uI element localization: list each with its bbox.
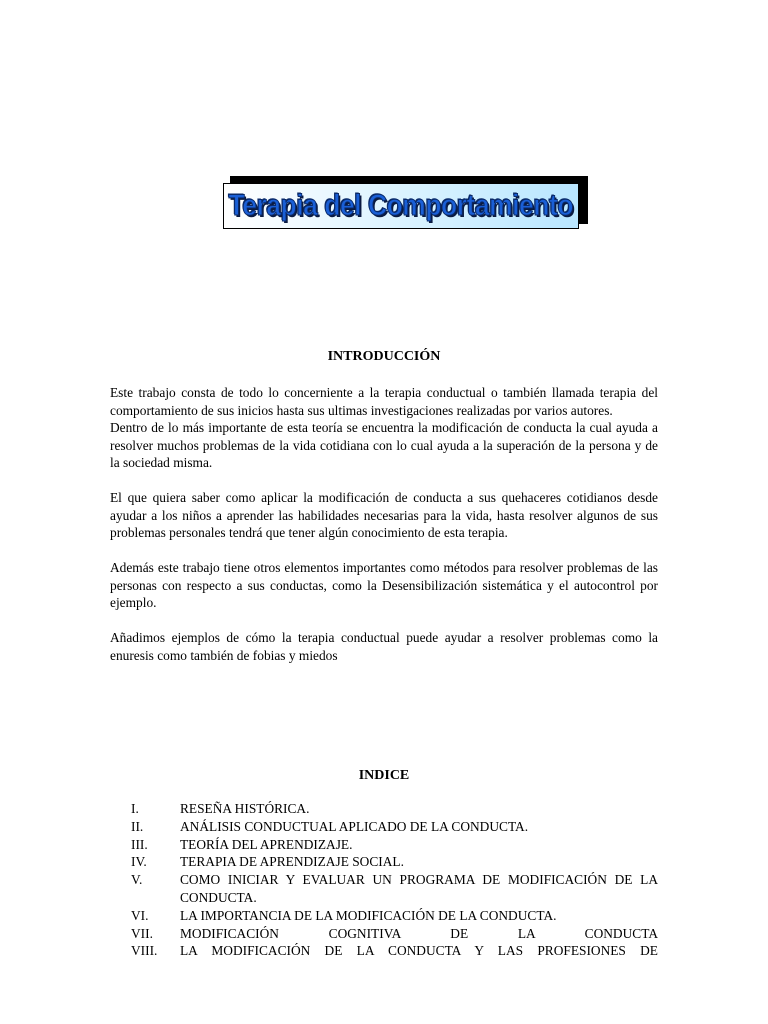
introduction-heading: INTRODUCCIÓN [327, 349, 441, 364]
index-text: MODIFICACIÓN COGNITIVA DE LA CONDUCTA [180, 925, 658, 941]
introduction-body [110, 384, 658, 664]
index-item [110, 871, 658, 907]
index-text: ANÁLISIS CONDUCTUAL APLICADO DE LA CONDUCTA. [180, 818, 529, 834]
index-item [110, 800, 658, 818]
title-banner [223, 183, 579, 229]
index-text: TEORÍA DEL APRENDIZAJE. [180, 836, 353, 852]
index-item [110, 925, 658, 943]
index-item [110, 836, 658, 854]
index-number: VI. [131, 907, 149, 923]
index-heading: INDICE [358, 768, 410, 783]
intro-paragraph: Añadimos ejemplos de cómo la terapia conductual puede ayudar a resolver problemas como la enuresis como también de fobias y miedos [110, 630, 658, 663]
index-text: LA IMPORTANCIA DE LA MODIFICACIÓN DE LA CONDUCTA. [180, 907, 557, 923]
intro-paragraph: Este trabajo consta de todo lo concerniente a la terapia conductual o también llamada terapia del comportamiento de sus inicios hasta sus ultimas investigaciones realizadas por varios autores. [110, 385, 658, 418]
index-number: V. [131, 872, 143, 888]
index-list [110, 800, 658, 960]
intro-paragraph: El que quiera saber como aplicar la modificación de conducta a sus quehaceres cotidianos desde ayudar a los niños a aprender las habilidades necesarias para la vida, hasta resolver algunos de sus problemas personales tendrá que tener algún conocimiento de esta terapia. [110, 490, 658, 540]
index-text: LA MODIFICACIÓN DE LA CONDUCTA Y LAS PROFESIONES DE [180, 943, 658, 959]
index-number: VIII. [131, 943, 158, 959]
index-text: TERAPIA DE APRENDIZAJE SOCIAL. [180, 854, 404, 870]
index-item [110, 818, 658, 836]
index-text: COMO INICIAR Y EVALUAR UN PROGRAMA DE MODIFICACIÓN DE LA CONDUCTA. [180, 872, 658, 905]
index-number: VII. [131, 925, 153, 941]
index-number: I. [131, 801, 139, 816]
index-item [110, 907, 658, 925]
intro-paragraph: Además este trabajo tiene otros elementos importantes como métodos para resolver problemas de las personas con respecto a sus conductas, como la Desensibilización sistemática y el autocontrol por ejemplo. [110, 560, 658, 610]
index-item [110, 853, 658, 871]
index-number: II. [131, 818, 144, 834]
index-number: IV. [131, 854, 147, 870]
document-title: Terapia del Comportamiento [228, 189, 574, 222]
intro-paragraph: Dentro de lo más importante de esta teoría se encuentra la modificación de conducta la cual ayuda a resolver muchos problemas de la vida cotidiana con lo cual ayuda a la superación de la persona y de la sociedad misma. [110, 420, 658, 470]
index-text: RESEÑA HISTÓRICA. [180, 801, 310, 816]
index-number: III. [131, 836, 148, 852]
index-item [110, 942, 658, 960]
